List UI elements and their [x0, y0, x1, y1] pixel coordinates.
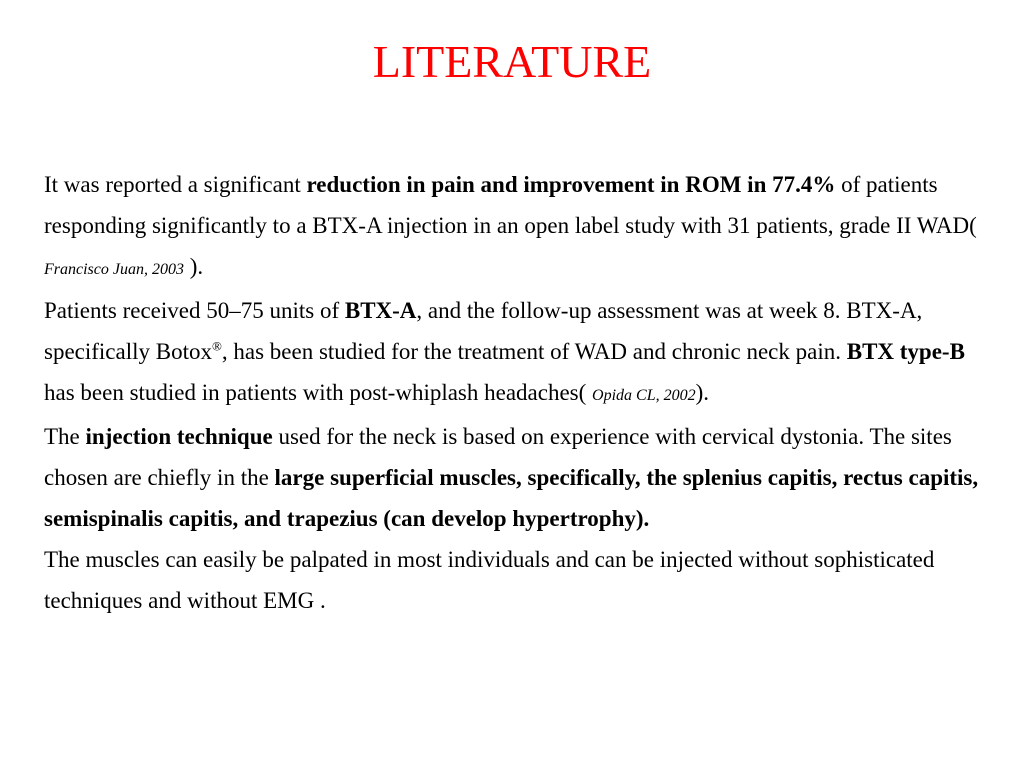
text-span: ). [695, 380, 710, 405]
slide-title: LITERATURE [372, 36, 652, 87]
citation-opida: Opida CL, 2002 [592, 387, 696, 404]
paragraph-pain-reduction [44, 164, 984, 290]
registered-mark: ® [212, 338, 222, 354]
bold-span: large superficial muscles, specifically, the splenius capitis, rectus capitis, semispinalis capitis, and trapezius (can develop hypertrophy [44, 465, 979, 531]
text-span: Patients received 50–75 units of [44, 298, 345, 323]
text-span: , and the follow-up assessment was at week 8. BTX-A, specifically Botox [44, 298, 923, 364]
text-span: of patients responding significantly to a BTX-A injection in an open label study with 31 patients, grade II WAD( [44, 172, 977, 238]
bold-span: ). [635, 506, 650, 531]
paragraph-palpation [44, 539, 984, 621]
text-span: has been studied in patients with post-whiplash headaches( [44, 380, 593, 405]
bold-span: injection technique [85, 424, 273, 449]
text-span: It was reported a significant [44, 172, 307, 197]
slide-body [44, 164, 984, 621]
text-span: used for the neck is based on experience with cervical dystonia. The sites chosen are chiefly in the [44, 424, 952, 490]
text-span: The muscles can easily be palpated in most individuals and can be injected without sophisticated techniques and without EMG . [44, 547, 935, 613]
text-span: ). [183, 254, 204, 279]
bold-span: reduction in pain and improvement in ROM in 77.4% [306, 172, 836, 197]
text-span: , has been studied for the treatment of WAD and chronic neck pain. [221, 339, 847, 364]
text-span: The [44, 424, 86, 449]
bold-span: BTX type-B [846, 339, 965, 364]
paragraph-dosage [44, 290, 984, 416]
citation-francisco-juan: Francisco Juan, 2003 [44, 261, 184, 278]
bold-span: BTX-A [344, 298, 417, 323]
paragraph-injection-technique [44, 416, 984, 539]
